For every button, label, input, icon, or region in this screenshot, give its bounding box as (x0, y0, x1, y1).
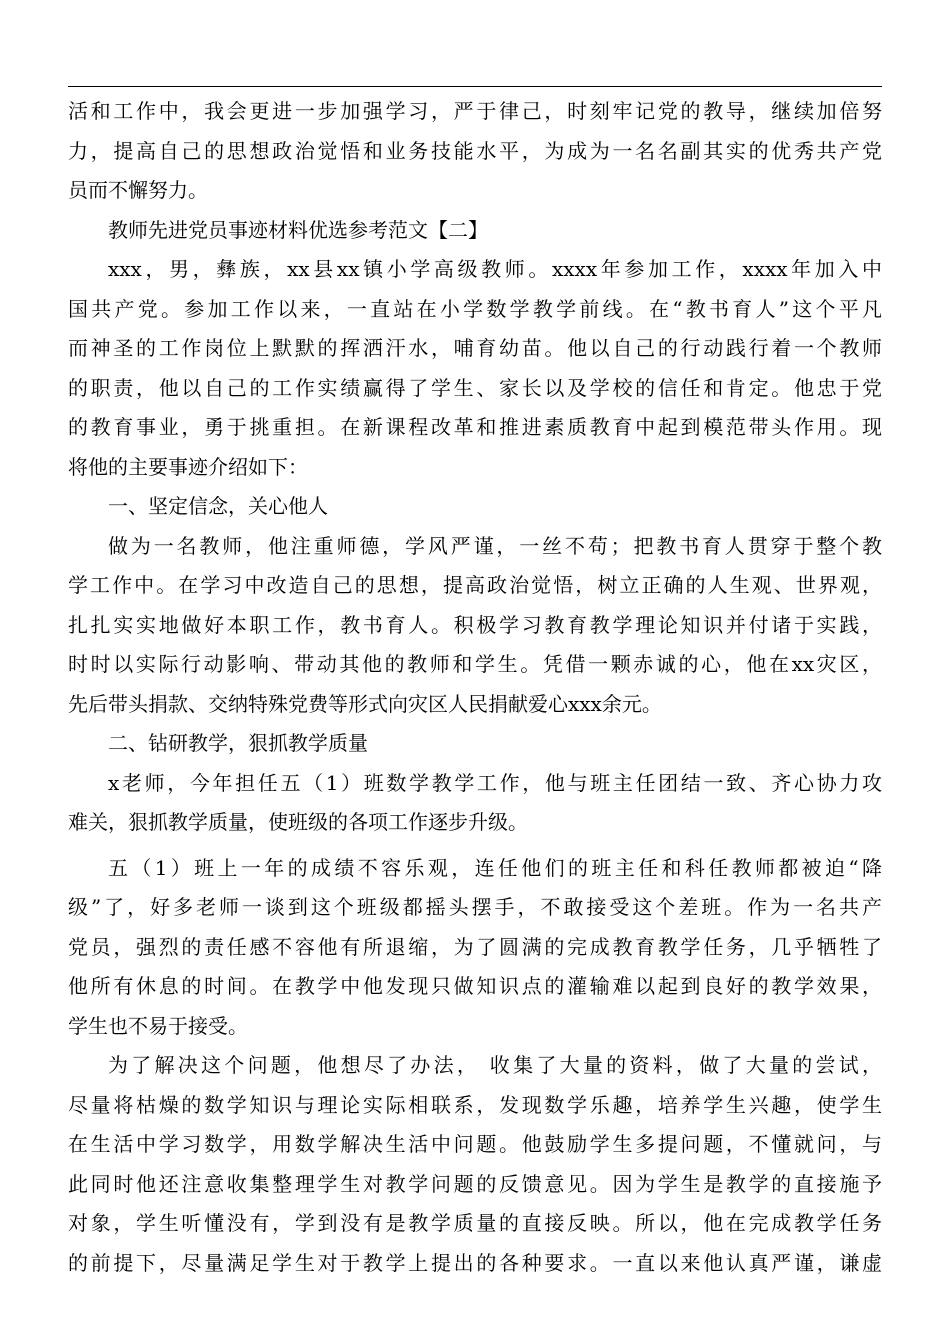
text-line: 学工作中。在学习中改造自己的思想，提高政治觉悟，树立正确的人生观、世界观， (68, 573, 882, 597)
text-line: 活和工作中，我会更进一步加强学习，严于律己，时刻牢记党的教导，继续加倍努 (68, 99, 882, 123)
text-line: 的职责，他以自己的工作实绩赢得了学生、家长以及学校的信任和肯定。他忠于党 (68, 375, 882, 400)
text-line: 做为一名教师，他注重师德，学风严谨，一丝不苟；把教书育人贯穿于整个教 (108, 533, 882, 558)
text-line: 尽量将枯燥的数学知识与理论实际相联系，发现数学乐趣，培养学生兴趣，使学生 (68, 1092, 882, 1117)
paragraph (68, 849, 882, 1047)
text-line: 教师先进党员事迹材料优选参考范文【二】 (108, 217, 488, 242)
text-line: 党员，强烈的责任感不容他有所退缩，为了圆满的完成教育教学任务，几乎牺牲了 (68, 934, 882, 959)
text-line: 时时以实际行动影响、带动其他的教师和学生。凭借一颗赤诚的心，他在xx灾区， (68, 652, 882, 676)
text-line: 扎扎实实地做好本职工作，教书育人。积极学习教育教学理论知识并付诸于实践， (68, 612, 882, 637)
text-line: x老师，今年担任五（1）班数学教学工作，他与班主任团结一致、齐心协力攻 (108, 770, 882, 795)
text-line: 员而不懈努力。 (68, 178, 208, 202)
section-heading (68, 724, 882, 764)
section-heading (68, 487, 882, 527)
text-line: 难关，狠抓教学质量，使班级的各项工作逐步升级。 (68, 810, 528, 834)
paragraph (68, 1046, 882, 1283)
text-line: 的教育事业，勇于挑重担。在新课程改革和推进素质教育中起到模范带头作用。现 (68, 415, 882, 439)
document-body (68, 92, 882, 1283)
paragraph (68, 527, 882, 725)
text-line: 一、坚定信念，关心他人 (108, 494, 328, 518)
text-line: 对象，学生听懂没有，学到没有是教学质量的直接反映。所以，他在完成教学任务 (68, 1211, 882, 1235)
text-line: 级”了，好多老师一谈到这个班级都摇头摆手，不敢接受这个差班。作为一名共产 (68, 895, 882, 919)
text-line: 将他的主要事迹介绍如下： (68, 454, 308, 479)
text-line: 的前提下，尽量满足学生对于教学上提出的各种要求。一直以来他认真严谨，谦虚 (68, 1250, 882, 1275)
text-line: 为了解决这个问题，他想尽了办法， 收集了大量的资料，做了大量的尝试， (108, 1053, 882, 1077)
text-line: 在生活中学习数学，用数学解决生活中问题。他鼓励学生多提问题，不懂就问，与 (68, 1132, 882, 1156)
paragraph (68, 764, 882, 843)
section-heading (68, 211, 882, 251)
text-line: 而神圣的工作岗位上默默的挥洒汗水，哺育幼苗。他以自己的行动践行着一个教师 (68, 336, 882, 360)
paragraph (68, 250, 882, 487)
text-line: 二、钻研教学，狠抓教学质量 (108, 731, 368, 755)
text-line: 学生也不易于接受。 (68, 1013, 248, 1038)
header-rule (68, 86, 882, 87)
text-line: 他所有休息的时间。在教学中他发现只做知识点的灌输难以起到良好的教学效果， (68, 974, 882, 998)
text-line: 力，提高自己的思想政治觉悟和业务技能水平，为成为一名名副其实的优秀共产党 (68, 138, 882, 163)
text-line: 先后带头捐款、交纳特殊党费等形式向灾区人民捐献爱心xxx余元。 (68, 691, 662, 716)
paragraph (68, 92, 882, 211)
text-line: 此同时他还注意收集整理学生对教学问题的反馈意见。因为学生是教学的直接施予 (68, 1171, 882, 1196)
text-line: xxx，男，彝族，xx县xx镇小学高级教师。xxxx年参加工作，xxxx年加入中 (108, 257, 882, 281)
text-line: 国共产党。参加工作以来，一直站在小学数学教学前线。在“教书育人”这个平凡 (68, 296, 882, 321)
text-line: 五（1）班上一年的成绩不容乐观，连任他们的班主任和科任教师都被迫“降 (108, 855, 882, 880)
